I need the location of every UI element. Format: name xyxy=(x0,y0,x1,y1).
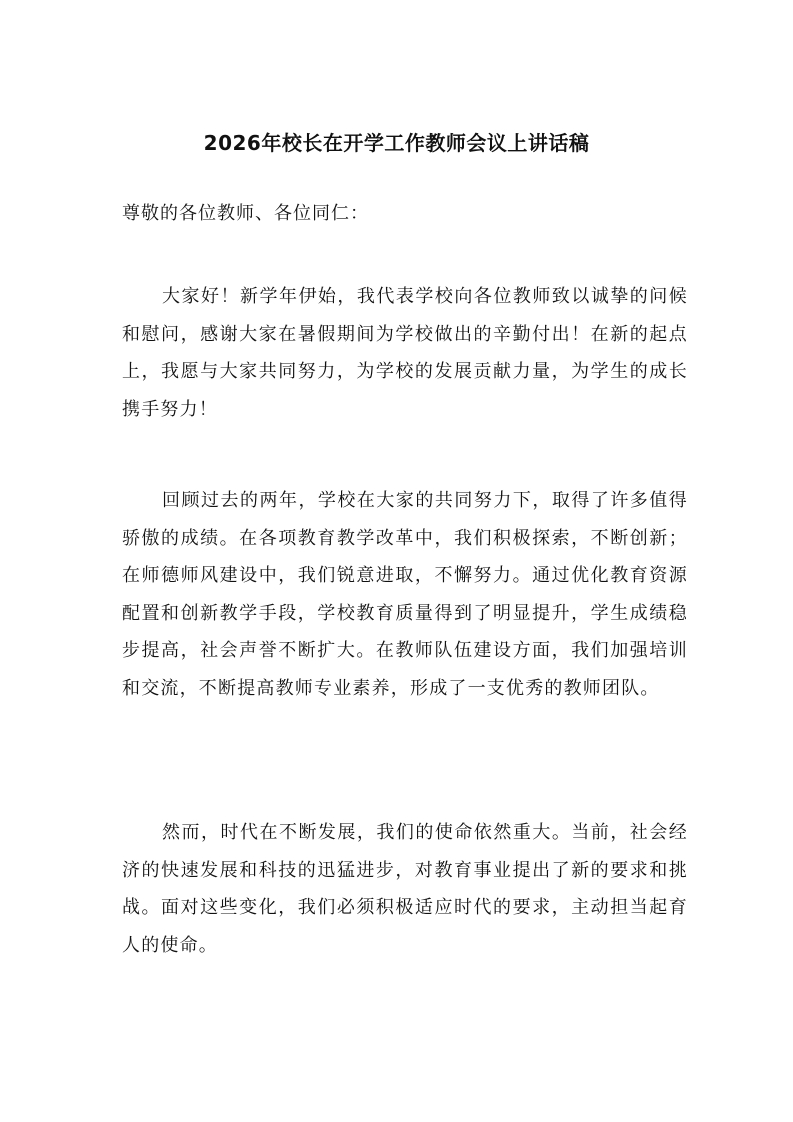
paragraph-review: 回顾过去的两年，学校在大家的共同努力下，取得了许多值得骄傲的成绩。在各项教育教学改革中，我们积极探索，不断创新；在师德师风建设中，我们锐意进取，不懈努力。通过优化教育资源配置和创新教学手段，学校教育质量得到了明显提升，学生成绩稳步提高，社会声誉不断扩大。在教师队伍建设方面，我们加强培训和交流，不断提高教师专业素养，形成了一支优秀的教师团队。 xyxy=(122,490,688,699)
paragraph-greeting: 大家好！新学年伊始，我代表学校向各位教师致以诚挚的问候和慰问，感谢大家在暑假期间为学校做出的辛勤付出！在新的起点上，我愿与大家共同努力，为学校的发展贡献力量，为学生的成长携手努力！ xyxy=(122,286,688,420)
document-title: 2026年校长在开学工作教师会议上讲话稿 xyxy=(203,131,590,155)
paragraph-challenges: 然而，时代在不断发展，我们的使命依然重大。当前，社会经济的快速发展和科技的迅猛进步，对教育事业提出了新的要求和挑战。面对这些变化，我们必须积极适应时代的要求，主动担当起育人的使命。 xyxy=(122,822,688,956)
salutation: 尊敬的各位教师、各位同仁： xyxy=(122,203,369,224)
